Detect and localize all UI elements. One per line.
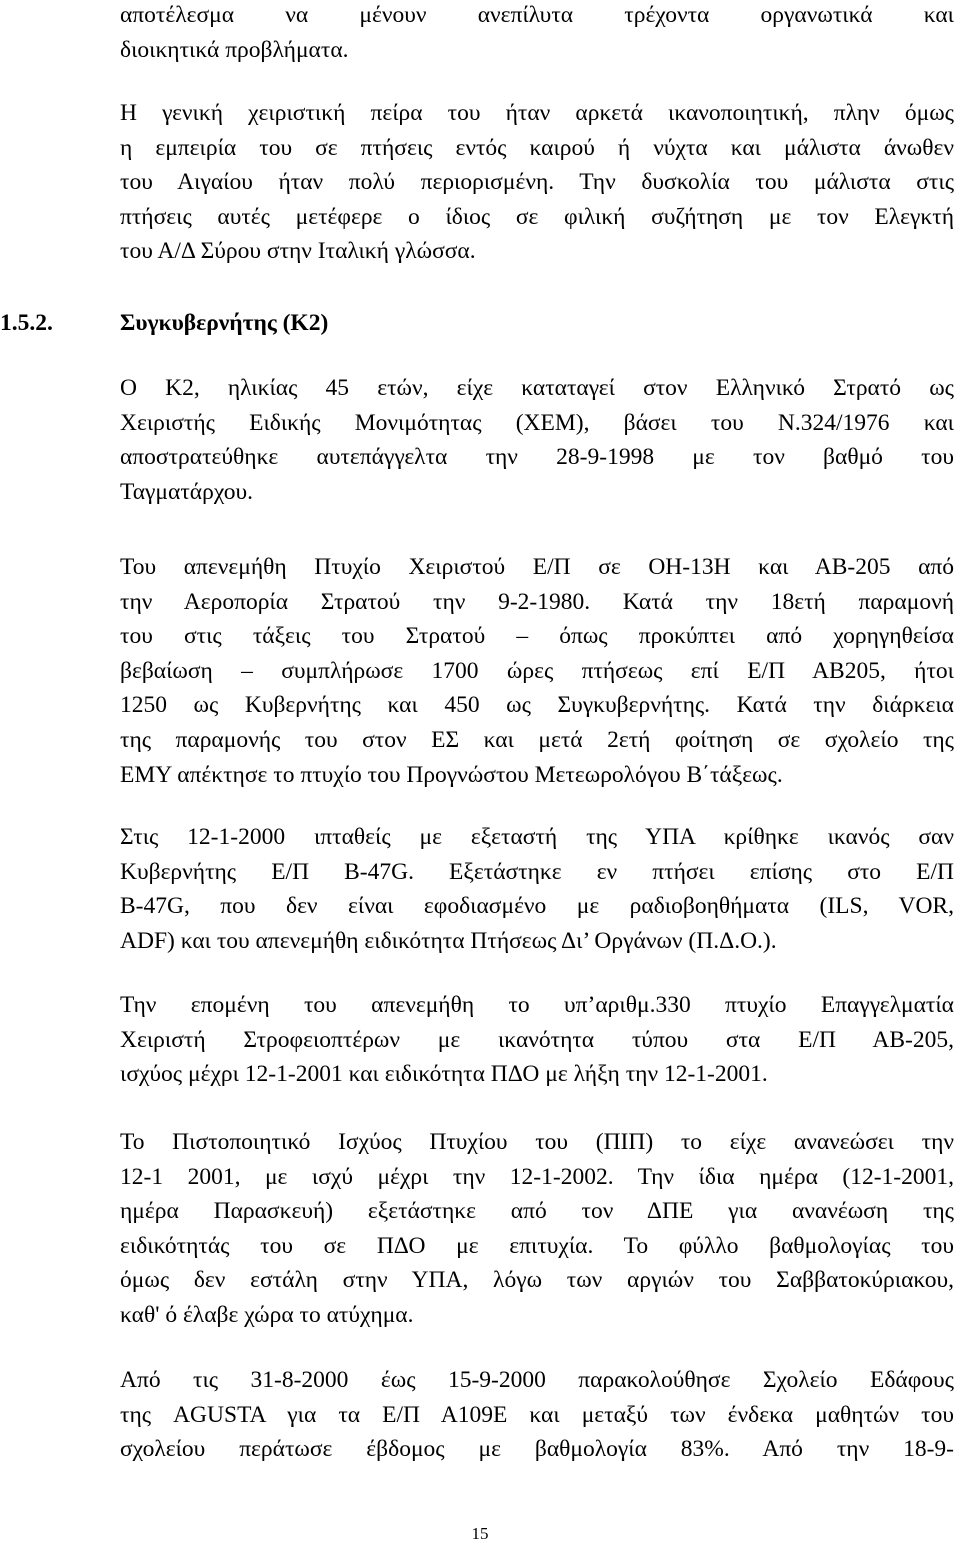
text-line: του Α/Δ Σύρου στην Ιταλική γλώσσα. (120, 238, 476, 265)
text-line: Από τις 31-8-2000 έως 15-9-2000 παρακολούθησε Σχολείο Εδάφους (120, 1367, 954, 1393)
text-line: ημέρα Παρασκευή) εξετάστηκε από τον ΔΠΕ για ανανέωση της (120, 1198, 954, 1225)
paragraph-2 (120, 371, 954, 509)
text-line: Χειριστής Ειδικής Μονιμότητας (ΧΕΜ), βάσει του Ν.324/1976 και (120, 409, 954, 436)
text-line: ειδικότητάς του σε ΠΔΟ με επιτυχία. Το φύλλο βαθμολογίας του (120, 1232, 954, 1259)
paragraph-7 (120, 1363, 954, 1467)
paragraph-0 (120, 0, 954, 67)
text-line: αποστρατεύθηκε αυτεπάγγελτα την 28-9-1998 με τον βαθμό του (120, 444, 954, 471)
text-line: της AGUSTA για τα Ε/Π Α109Ε και μεταξύ των ένδεκα μαθητών του (120, 1401, 954, 1428)
text-line: σχολείου περάτωσε έβδομος με βαθμολογία 83%. Από την 18-9- (120, 1436, 954, 1463)
text-line: ADF) και του απενεμήθη ειδικότητα Πτήσεως Δι’ Οργάνων (Π.Δ.Ο.). (120, 927, 777, 954)
text-line: Β-47G, που δεν είναι εφοδιασμένο με ραδιοβοηθήματα (ILS, VOR, (120, 893, 954, 920)
text-line: Ο Κ2, ηλικίας 45 ετών, είχε καταταγεί στον Ελληνικό Στρατό ως (120, 375, 954, 401)
text-line: της παραμονής του στον ΕΣ και μετά 2ετή φοίτηση σε σχολείο της (120, 726, 954, 753)
text-line: Του απενεμήθη Πτυχίο Χειριστού Ε/Π σε ΟΗ-13Η και ΑΒ-205 από (120, 554, 954, 580)
text-line: Το Πιστοποιητικό Ισχύος Πτυχίου του (ΠΙΠ) το είχε ανανεώσει την (120, 1129, 954, 1155)
text-line: ισχύος μέχρι 12-1-2001 και ειδικότητα ΠΔΟ με λήξη την 12-1-2001. (120, 1061, 768, 1088)
text-line: Ταγματάρχου. (120, 478, 254, 505)
text-line: Χειριστή Στροφειοπτέρων με ικανότητα τύπου στα Ε/Π ΑΒ-205, (120, 1026, 954, 1053)
text-line: Η γενική χειριστική πείρα του ήταν αρκετά ικανοποιητική, πλην όμως (120, 100, 954, 126)
text-line: του στις τάξεις του Στρατού – όπως προκύπτει από χορηγηθείσα (120, 623, 954, 650)
paragraph-3 (120, 550, 954, 792)
paragraph-5 (120, 988, 954, 1092)
paragraph-6 (120, 1125, 954, 1333)
text-line: 1250 ως Κυβερνήτης και 450 ως Συγκυβερνήτης. Κατά την διάρκεια (120, 692, 954, 719)
text-line: πτήσεις αυτές μετέφερε ο ίδιος σε φιλική συζήτηση με τον Ελεγκτή (120, 203, 954, 230)
paragraph-1 (120, 96, 954, 269)
text-line: διοικητικά προβλήματα. (120, 36, 349, 63)
text-line: η εμπειρία του σε πτήσεις εντός καιρού ή νύχτα και μάλιστα άνωθεν (120, 134, 954, 161)
text-line: την Αεροπορία Στρατού την 9-2-1980. Κατά την 18ετή παραμονή (120, 588, 954, 615)
section-title: Συγκυβερνήτης (Κ2) (120, 310, 329, 336)
text-line: Κυβερνήτης Ε/Π Β-47G. Εξετάστηκε εν πτήσει επίσης στο Ε/Π (120, 858, 954, 885)
page-number: 15 (471, 1524, 489, 1543)
text-line: καθ' ό έλαβε χώρα το ατύχημα. (120, 1301, 414, 1328)
section-number: 1.5.2. (0, 310, 53, 336)
text-line: 12-1 2001, με ισχύ μέχρι την 12-1-2002. Την ίδια ημέρα (12-1-2001, (120, 1163, 954, 1190)
text-line: όμως δεν εστάλη στην ΥΠΑ, λόγω των αργιών του Σαββατοκύριακου, (120, 1267, 954, 1294)
text-line: Την επομένη του απενεμήθη το υπ’αριθμ.330 πτυχίο Επαγγελματία (120, 992, 954, 1018)
text-line: του Αιγαίου ήταν πολύ περιορισμένη. Την δυσκολία του μάλιστα στις (120, 169, 954, 196)
text-line: Στις 12-1-2000 ιπταθείς με εξεταστή της ΥΠΑ κρίθηκε ικανός σαν (120, 824, 954, 850)
paragraph-4 (120, 820, 954, 958)
text-line: βεβαίωση – συμπλήρωσε 1700 ώρες πτήσεως επί Ε/Π ΑΒ205, ήτοι (120, 657, 954, 684)
text-line: ΕΜΥ απέκτησε το πτυχίο του Προγνώστου Μετεωρολόγου Β΄τάξεως. (120, 761, 783, 788)
text-line: αποτέλεσμα να μένουν ανεπίλυτα τρέχοντα οργανωτικά και (120, 2, 954, 28)
